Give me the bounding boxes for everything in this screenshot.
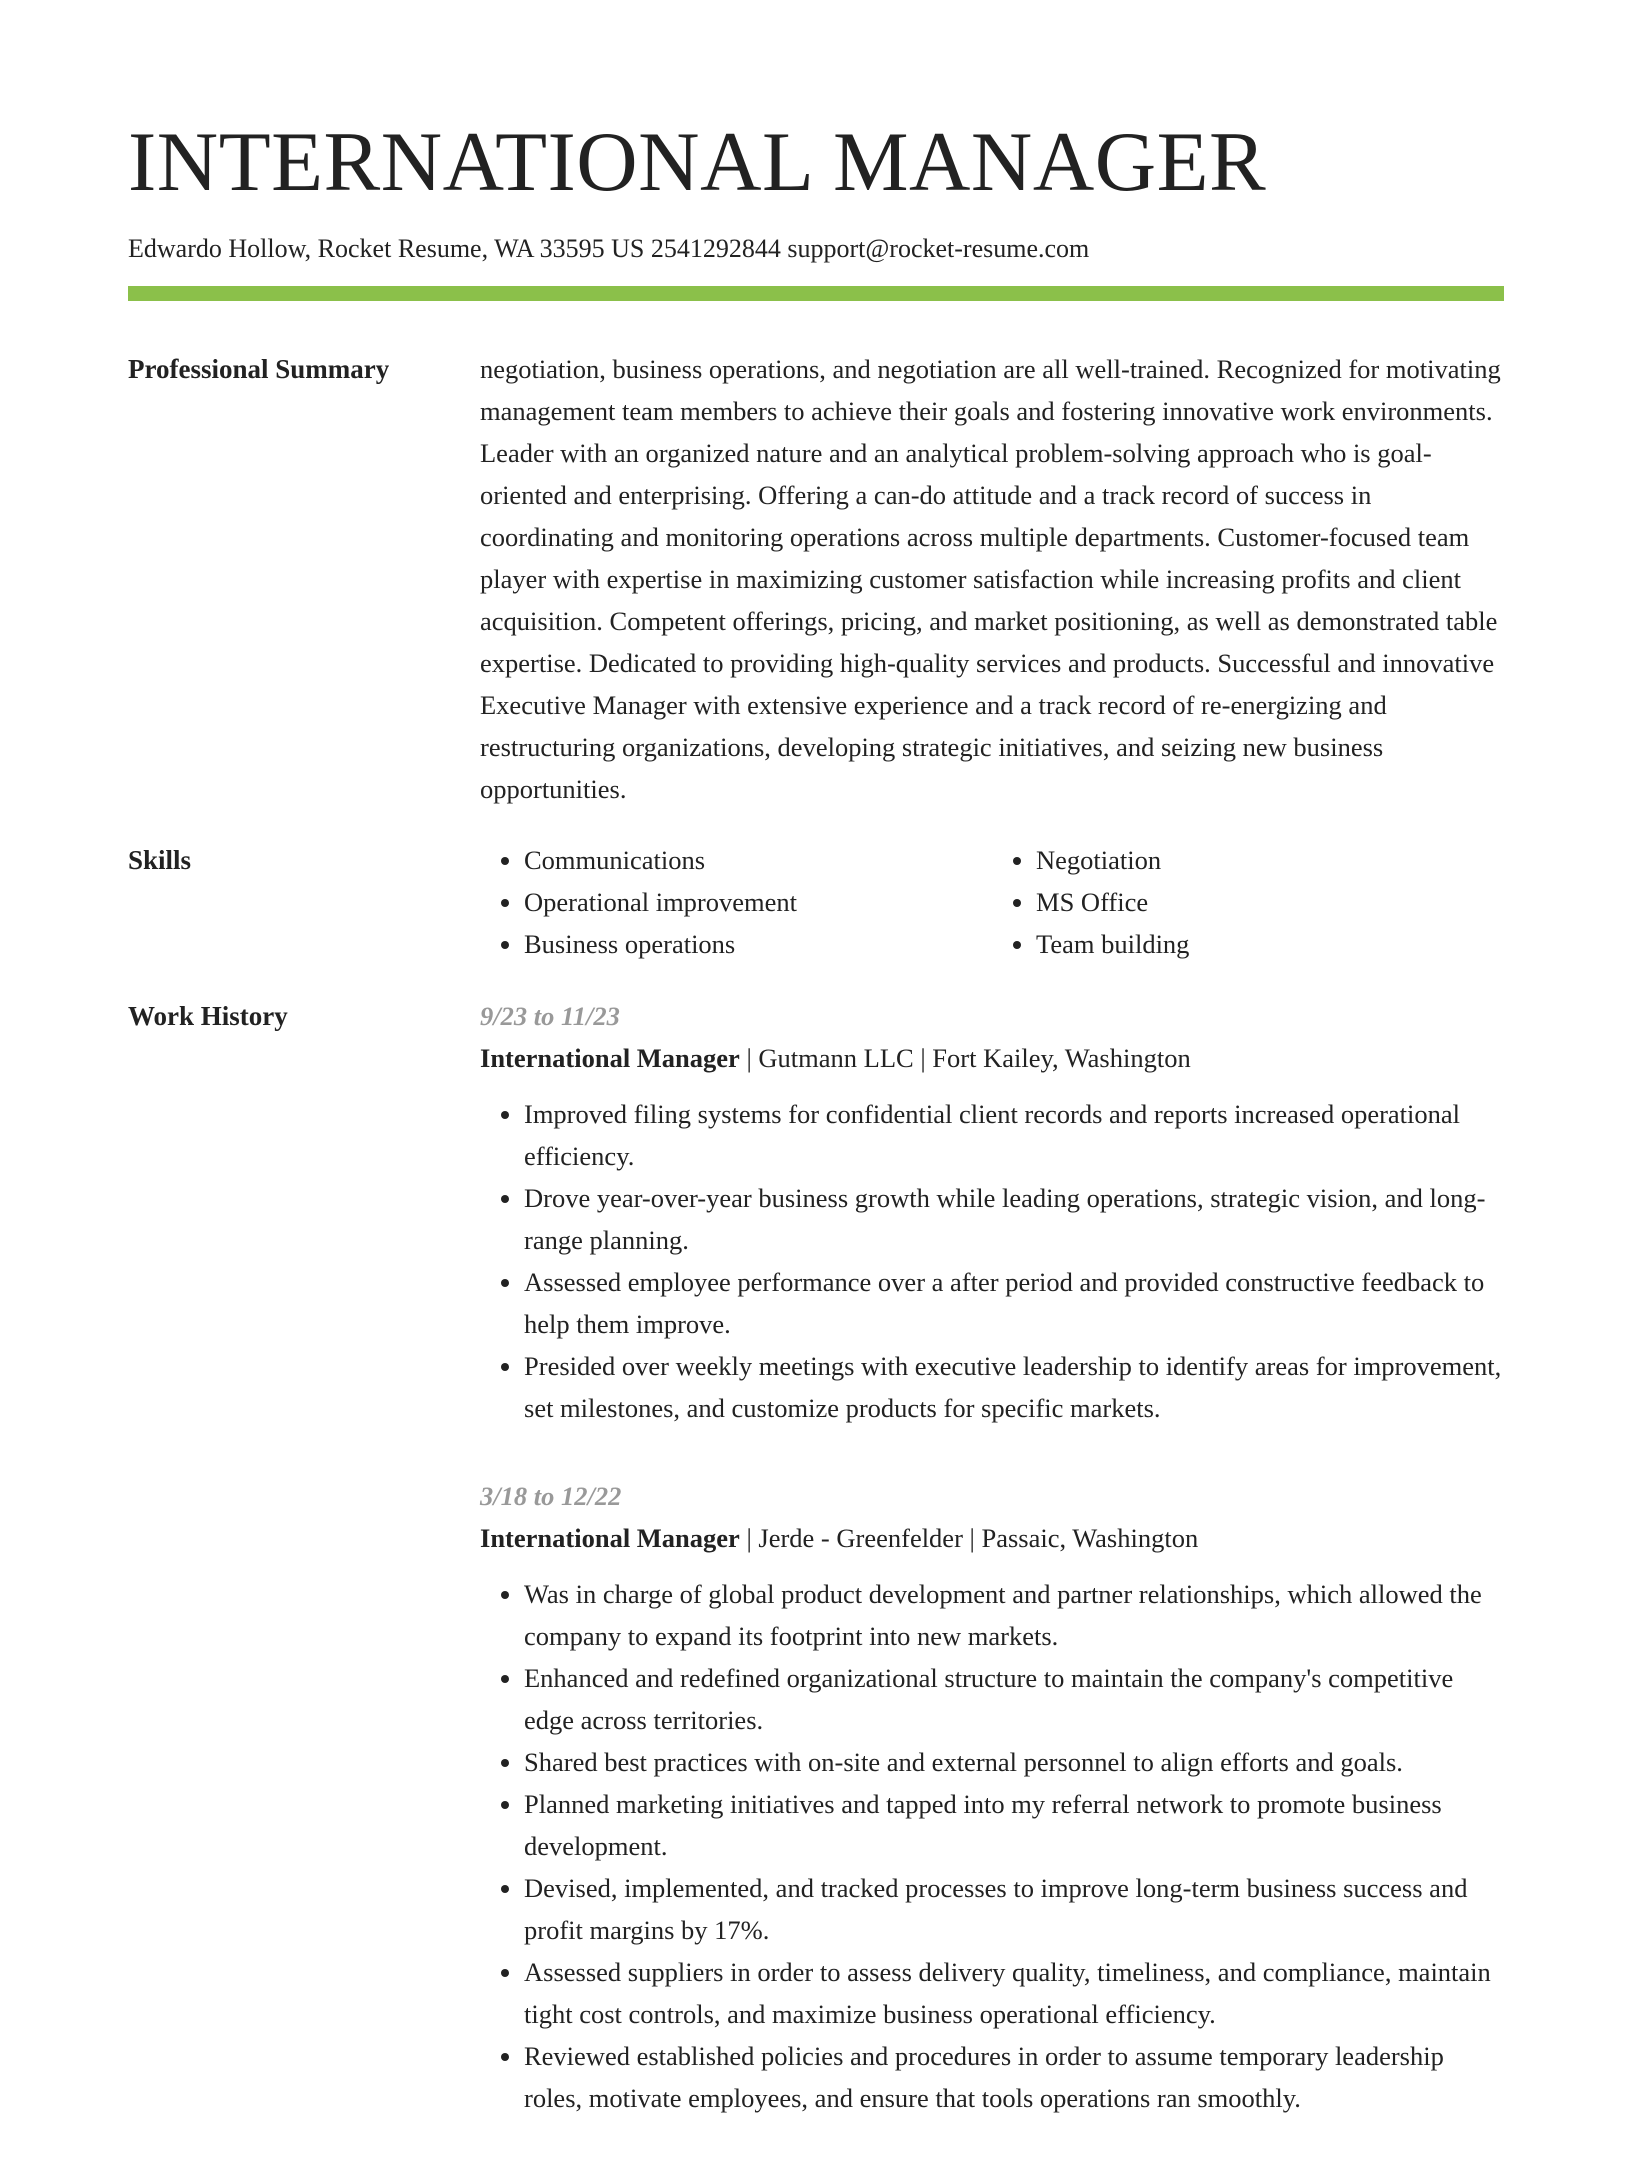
header-divider [128,286,1504,301]
job-company: Gutmann LLC [758,1043,914,1073]
job-bullet: • Planned marketing initiatives and tapped into my referral network to promote business development. [524,1783,1504,1867]
contact-line: Edwardo Hollow, Rocket Resume, WA 33595 US 2541292844 support@rocket-resume.com [128,234,1090,263]
skills-list-left [480,839,992,965]
job-bullet: • Shared best practices with on-site and external personnel to align efforts and goals. [524,1741,1504,1783]
job-bullet: • Assessed employee performance over a after period and provided constructive feedback to help them improve. [524,1261,1504,1345]
job-bullet: • Devised, implemented, and tracked processes to improve long-term business success and profit margins by 17%. [524,1867,1504,1951]
skill-item: • Operational improvement [524,881,992,923]
job-separator: | [962,1523,982,1553]
job-company: Jerde - Greenfelder [758,1523,963,1553]
work-history-heading: Work History [128,1001,288,1031]
skill-item: • Negotiation [1036,839,1504,881]
skills-grid [480,839,1504,965]
skill-item: • Business operations [524,923,992,965]
summary-heading: Professional Summary [128,354,390,384]
job-heading-line [480,1037,1504,1079]
work-history-body [480,995,1504,2165]
skill-item: • Communications [524,839,992,881]
job-entry [480,1475,1504,2119]
job-dates: 3/18 to 12/22 [480,1481,622,1511]
skills-list-right [992,839,1504,965]
job-location: Fort Kailey, Washington [932,1043,1191,1073]
job-separator: | [739,1523,759,1553]
job-bullet: • Was in charge of global product development and partner relationships, which allowed the company to expand its footprint into new markets. [524,1573,1504,1657]
job-bullet: • Enhanced and redefined organizational structure to maintain the company's competitive edge across territories. [524,1657,1504,1741]
job-separator: | [913,1043,933,1073]
job-bullet: • Drove year-over-year business growth while leading operations, strategic vision, and long-range planning. [524,1177,1504,1261]
job-bullet: • Presided over weekly meetings with executive leadership to identify areas for improvement, set milestones, and customize products for specific markets. [524,1345,1504,1429]
job-heading-line [480,1517,1504,1559]
job-bullets [480,1573,1504,2119]
job-location: Passaic, Washington [981,1523,1199,1553]
job-bullet: • Assessed suppliers in order to assess delivery quality, timeliness, and compliance, maintain tight cost controls, and maximize business operational efficiency. [524,1951,1504,2035]
job-title: International Manager [480,1043,740,1073]
job-entry [480,995,1504,1429]
job-title: International Manager [480,1523,740,1553]
job-separator: | [739,1043,759,1073]
job-bullets [480,1093,1504,1429]
job-dates: 9/23 to 11/23 [480,1001,620,1031]
skill-item: • MS Office [1036,881,1504,923]
summary-body [480,348,1504,810]
summary-text: negotiation, business operations, and negotiation are all well-trained. Recognized for motivating management team members to achieve their goals and fostering innovative work environments. Leader with an organized nature and an analytical problem-solving approach who is goal-oriented and enterprising. Offering a can-do attitude and a track record of success in coordinating and monitoring operations across multiple departments. Customer-focused team player with expertise in maximizing customer satisfaction while increasing profits and client acquisition. Competent offerings, pricing, and market positioning, as well as demonstrated table expertise. Dedicated to providing high-quality services and products. Successful and innovative Executive Manager with extensive experience and a track record of re-energizing and restructuring organizations, developing strategic initiatives, and seizing new business opportunities. [480,354,1501,804]
skill-item: • Team building [1036,923,1504,965]
job-bullet: • Reviewed established policies and procedures in order to assume temporary leadership roles, motivate employees, and ensure that tools operations ran smoothly. [524,2035,1504,2119]
job-bullet: • Improved filing systems for confidential client records and reports increased operational efficiency. [524,1093,1504,1177]
page-title: INTERNATIONAL MANAGER [128,115,1267,209]
skills-body [480,839,1504,965]
skills-heading: Skills [128,845,192,875]
